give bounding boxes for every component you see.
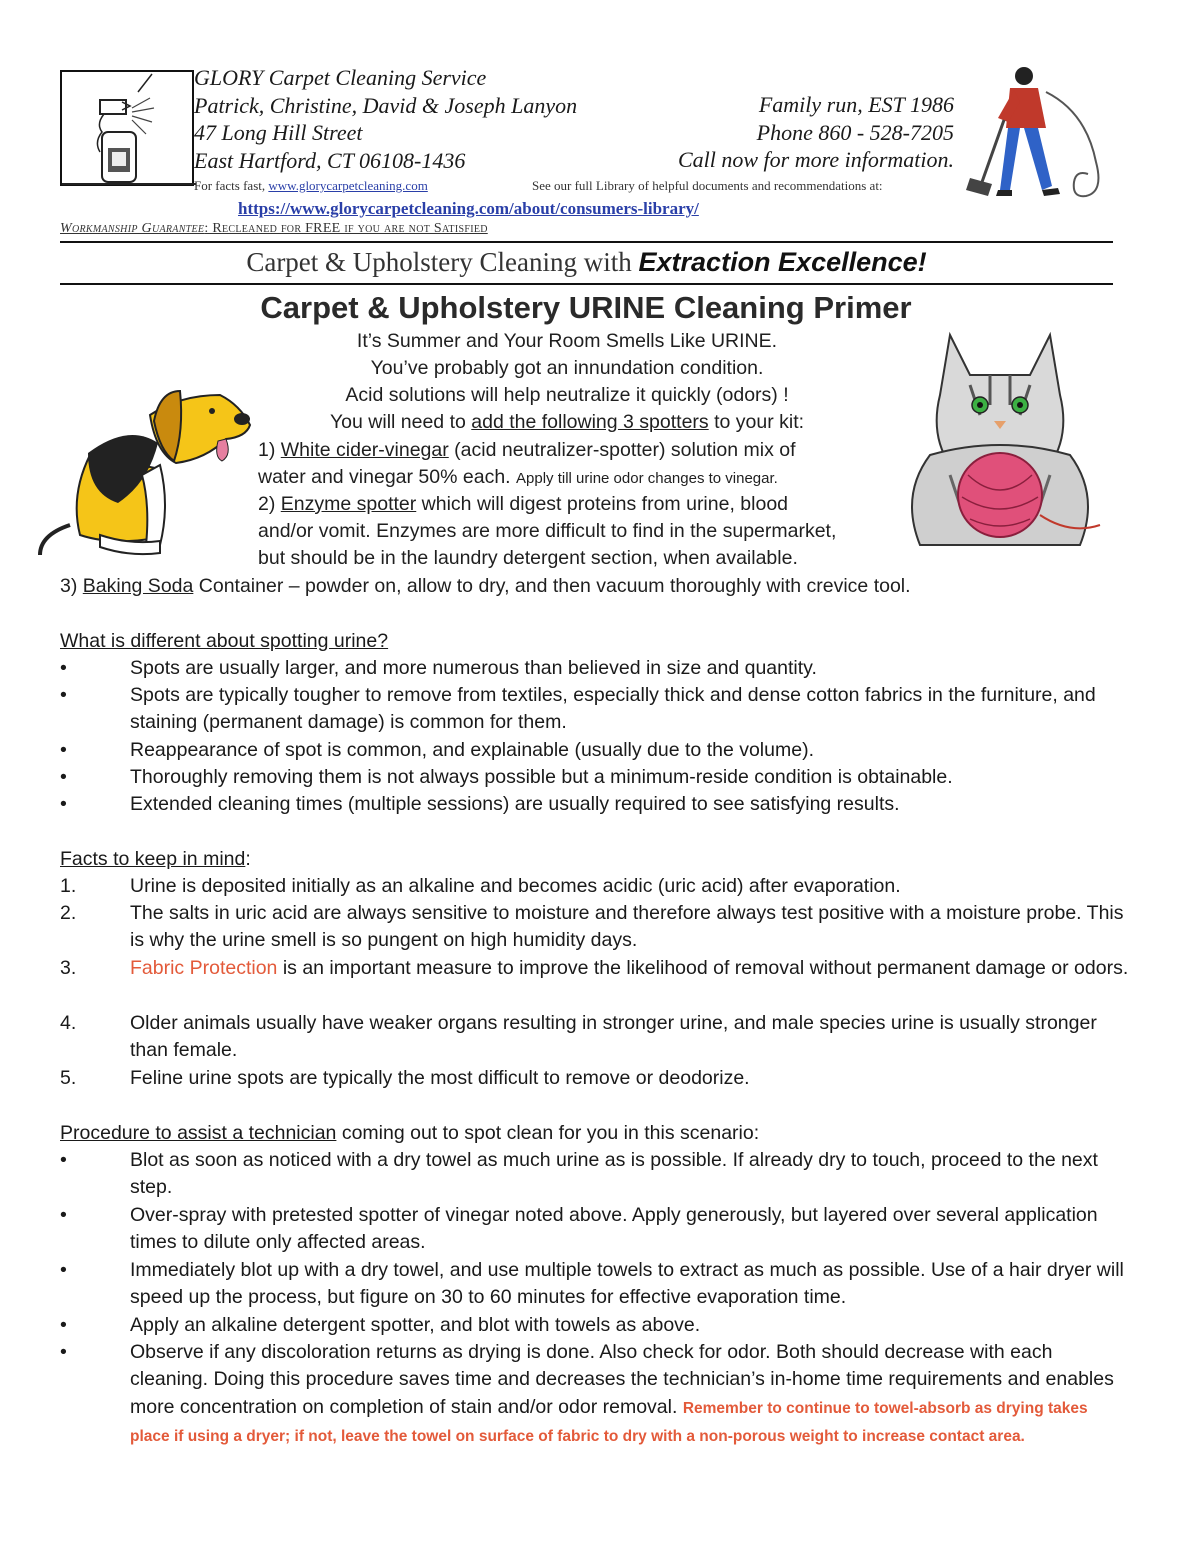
bullet: • — [60, 1341, 67, 1363]
page-title: Carpet & Upholstery URINE Cleaning Primer — [260, 290, 912, 325]
bullet: • — [60, 793, 67, 815]
call-now-note: Call now for more information. — [677, 147, 954, 172]
list-item: • Apply an alkaline detergent spotter, and blot with towels as above. — [60, 1312, 1130, 1339]
spotter-1-line-2 — [258, 464, 778, 492]
bullet: • — [60, 1259, 67, 1281]
bullet: • — [60, 766, 67, 788]
procedure-heading — [60, 1120, 759, 1147]
procedure-heading-underlined: Procedure to assist a technician — [60, 1122, 337, 1144]
list-item: • Observe if any discoloration returns as drying is done. Also check for odor. Both should decrease with each cleaning. Doing this procedure saves time and decreases the technician’s in-home time requirements and enables more concentration on completion of stain and/or odor removal. Remember to continue to towel-absorb as drying takes place if using a dryer; if not, leave the towel on surface of fabric to dry with a non-porous weight to increase contact area. — [60, 1341, 1114, 1445]
carpet-cleaner-figure — [962, 62, 1112, 217]
city-address: East Hartford, CT 06108-1436 — [194, 147, 466, 173]
spotter-1-line-1 — [258, 437, 796, 464]
list-item: • Spots are usually larger, and more numerous than believed in size and quantity. — [60, 655, 1130, 682]
library-note: See our full Library of helpful documents and recommendations at: — [532, 178, 883, 193]
spotter-3-name: Baking Soda — [82, 575, 194, 597]
facts-heading — [60, 846, 251, 873]
carpet-cleaner-icon — [962, 62, 1112, 212]
spotter-2-number: 2) — [258, 493, 281, 515]
established-note: Family run, EST 1986 — [758, 92, 954, 117]
spotter-2-line-3: but should be in the laundry detergent section, when available. — [258, 547, 798, 569]
intro-line-4 — [0, 409, 1134, 436]
spotter-2-name: Enzyme spotter — [280, 493, 417, 515]
bullet: • — [60, 739, 67, 761]
workmanship-guarantee — [60, 221, 488, 237]
item-number: 2. — [60, 902, 77, 924]
company-address-block — [194, 64, 577, 174]
intro-line-3: Acid solutions will help neutralize it quickly (odors) ! — [345, 384, 789, 406]
list-item: 1. Urine is deposited initially as an alkaline and becomes acidic (uric acid) after evaporation. — [60, 873, 1130, 900]
item-number: 3. — [60, 957, 77, 979]
spotter-1-desc: (acid neutralizer-spotter) solution mix of — [448, 439, 796, 461]
list-item: • Immediately blot up with a dry towel, and use multiple towels to extract as much as possible. Use of a hair dryer will speed up the process, but figure on 30 to 60 minutes for effective evaporation time. — [60, 1259, 1124, 1309]
intro-line-2: You’ve probably got an innundation condition. — [370, 357, 764, 379]
list-item: • Extended cleaning times (multiple sessions) are usually required to see satisfying results. — [60, 791, 1130, 818]
phone-number: Phone 860 - 528-7205 — [756, 119, 954, 145]
list-item: 3. Fabric Protection is an important measure to improve the likelihood of removal without permanent damage or odors. — [60, 955, 1130, 982]
intro-line-4-underlined: add the following 3 spotters — [471, 411, 709, 433]
facts-heading-text: Facts to keep in mind — [60, 848, 246, 870]
fabric-protection-highlight: Fabric Protection — [130, 957, 278, 979]
spotter-2-line-1 — [258, 491, 788, 518]
spotter-3-line — [60, 573, 911, 600]
spotter-1-name: White cider-vinegar — [280, 439, 449, 461]
spray-bottle-icon — [62, 72, 196, 188]
tagline-part2: Extraction Excellence! — [638, 247, 927, 277]
list-item: • Reappearance of spot is common, and explainable (usually due to the volume). — [60, 737, 1130, 764]
street-address: 47 Long Hill Street — [194, 120, 363, 145]
facts-fast-line — [194, 178, 428, 194]
contact-block — [678, 91, 954, 174]
facts-prefix: For facts fast, — [194, 178, 269, 193]
procedure-heading-rest: coming out to spot clean for you in this scenario: — [336, 1122, 760, 1144]
header-rule-top — [60, 241, 1113, 243]
intro-line-1: It’s Summer and Your Room Smells Like URINE. — [356, 330, 778, 352]
owner-names: Patrick, Christine, David & Joseph Lanyon — [194, 92, 578, 118]
tagline — [60, 247, 1113, 278]
intro-line-4-pre: You will need to — [329, 411, 472, 433]
towel-reminder-highlight: Remember to continue to towel-absorb as drying takes place if using a dryer; if not, leave the towel on surface of fabric to dry with a non-porous weight to increase contact area. — [130, 1399, 1088, 1445]
bullet: • — [60, 1149, 67, 1171]
list-item: • Thoroughly removing them is not always possible but a minimum-reside condition is obtainable. — [60, 764, 1130, 791]
item-number: 1. — [60, 875, 77, 897]
spotter-1-number: 1) — [258, 439, 281, 461]
bullet: • — [60, 1204, 67, 1226]
item-number: 5. — [60, 1067, 77, 1089]
spotter-2-line-2: and/or vomit. Enzymes are more difficult to find in the supermarket, — [258, 520, 837, 542]
bullet: • — [60, 1314, 67, 1336]
guarantee-text: : Recleaned for FREE if you are not Satisfied — [204, 221, 488, 236]
bullet: • — [60, 684, 67, 706]
list-item: 5. Feline urine spots are typically the most difficult to remove or deodorize. — [60, 1065, 1130, 1092]
spray-bottle-logo — [60, 70, 194, 186]
spotter-3-number: 3) — [60, 575, 83, 597]
list-item: 4. Older animals usually have weaker organs resulting in stronger urine, and male species urine is usually stronger than female. — [60, 1012, 1097, 1062]
spotter-1-mix: water and vinegar 50% each. — [258, 466, 516, 488]
different-heading: What is different about spotting urine? — [60, 630, 389, 652]
spotter-3-desc: Container – powder on, allow to dry, and then vacuum thoroughly with crevice tool. — [193, 575, 911, 597]
bullet: • — [60, 657, 67, 679]
intro-line-4-post: to your kit: — [708, 411, 805, 433]
website-link[interactable]: www.glorycarpetcleaning.com — [268, 178, 428, 193]
list-item: 2. The salts in uric acid are always sensitive to moisture and therefore always test positive with a moisture probe. This is why the urine smell is so pungent on high humidity days. — [60, 902, 1124, 952]
tagline-part1: Carpet & Upholstery Cleaning with — [246, 247, 639, 277]
guarantee-label: Workmanship Guarantee — [60, 221, 205, 236]
library-link[interactable]: https://www.glorycarpetcleaning.com/about/consumers-library/ — [238, 199, 699, 218]
list-item: • Spots are typically tougher to remove from textiles, especially thick and dense cotton fabrics in the furniture, and staining (permanent damage) is common for them. — [60, 684, 1096, 734]
list-item: • Over-spray with pretested spotter of vinegar noted above. Apply generously, but layered over several application times to dilute only affected areas. — [60, 1204, 1098, 1254]
item-number: 4. — [60, 1012, 77, 1034]
header-rule-bottom — [60, 283, 1113, 285]
facts-heading-colon: : — [245, 848, 251, 870]
list-item: • Blot as soon as noticed with a dry towel as much urine as is possible. If already dry to touch, proceed to the next step. — [60, 1149, 1098, 1199]
company-name: GLORY Carpet Cleaning Service — [194, 65, 487, 90]
spotter-2-desc: which will digest proteins from urine, blood — [416, 493, 789, 515]
spotter-1-note: Apply till urine odor changes to vinegar. — [516, 470, 778, 487]
